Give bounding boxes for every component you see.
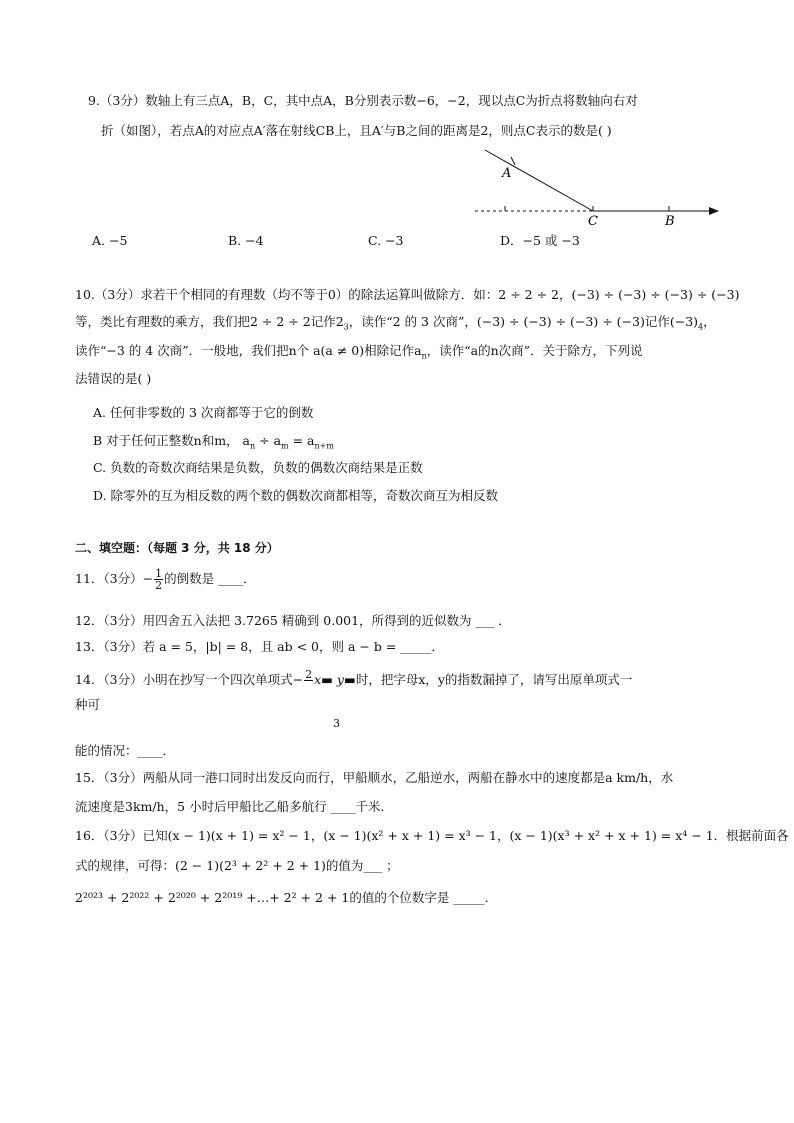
q14-line1: 14．（3分）小明在抄写一个四次单项式− 2 x▬ y▬时，把字母x，y的指数漏掉了，请写出原单项式一: [75, 667, 632, 693]
q10-option-d: D. 除零外的互为相反数的两个数的偶数次商都相等，奇数次商互为相反数: [93, 488, 499, 503]
q9-option-c: C. −3: [368, 233, 404, 248]
q10-line2: 等，类比有理数的乘方，我们把2 ÷ 2 ÷ 2记作$2_3$，读作“2 的 3 次商”，(−3) ÷ (−3) ÷ (−3) ÷ (−3)记作$(-3)_4$，: [75, 314, 716, 332]
q10-line4: 法错误的是( ): [75, 371, 152, 386]
arrow-head-icon: [709, 207, 719, 215]
tick-a: [511, 157, 515, 165]
q9-option-a: A. −5: [92, 233, 128, 248]
q12: 12．（3分）用四舍五入法把 3.7265 精确到 0.001，所得到的近似数为 ___ ．: [75, 613, 511, 628]
q10-option-c: C. 负数的奇数次商结果是负数，负数的偶数次商结果是正数: [93, 460, 423, 475]
fraction-one-half: $\frac{1}{2}$: [155, 567, 163, 592]
q10-line1: 10.（3分）求若干个相同的有理数（均不等于0）的除法运算叫做除方．如：2 ÷ 2 ÷ 2，(−3) ÷ (−3) ÷ (−3) ÷ (−3): [75, 287, 740, 302]
q9-line2: 折（如图），若点A的对应点A′落在射线CB上，且A′与B之间的距离是2，则点C表示的数是( ): [101, 123, 612, 138]
q15-line1: 15．（3分）两船从同一港口同时出发反向而行，甲船顺水，乙船逆水，两船在静水中的速度都是a km/h，水: [75, 770, 674, 785]
fraction-two-thirds: 2: [305, 668, 313, 681]
section-title: 二、填空题：（每题 3 分，共 18 分）: [75, 541, 279, 555]
label-b: B: [665, 214, 675, 229]
q14-line2: 种可: [75, 697, 101, 712]
q16-line3: 2²⁰²³ + 2²⁰²² + 2²⁰²⁰ + 2²⁰¹⁹ +…+ 2² + 2 + 1的值的个位数字是 _____．: [75, 890, 498, 905]
q11: 11．（3分）− $\frac{1}{2}$ 的倒数是 ____．: [75, 567, 256, 592]
q14-line3: 能的情况：____．: [75, 743, 176, 758]
q9-option-b: B. −4: [228, 233, 264, 248]
q10-line3: 读作“−3 的 4 次商”．一般地，我们把n个 a(a ≠ 0)相除记作$a_n$，读作“a的n次商”．关于除方，下列说: [75, 343, 643, 361]
label-a: A: [502, 166, 512, 181]
number-line-figure: [470, 145, 730, 230]
q10-option-a: A. 任何非零数的 3 次商都等于它的倒数: [93, 405, 314, 420]
q14-denominator: 3: [333, 717, 340, 730]
q9-line1: 9.（3分）数轴上有三点A，B，C，其中点A，B分别表示数−6，−2，现以点C为折点将数轴向右对: [88, 93, 638, 108]
q9-option-d: D．−5 或 −3: [500, 233, 580, 248]
q10-option-b: B 对于任何正整数n和m， $a_n \div a_m = a_{n+m}$: [93, 433, 334, 451]
q16-line1: 16．（3分）已知(x − 1)(x + 1) = x² − 1，(x − 1)(x² + x + 1) = x³ − 1，(x − 1)(x³ + x² + x + 1) = x⁴ − 1．根据前面各: [75, 828, 789, 843]
q13: 13．（3分）若 a = 5，|b| = 8，且 ab < 0，则 a − b = _____．: [75, 639, 445, 654]
q16-line2: 式的规律，可得：(2 − 1)(2³ + 2² + 2 + 1)的值为___ ；: [75, 858, 399, 873]
label-c: C: [588, 214, 598, 229]
q15-line2: 流速度是3km/h，5 小时后甲船比乙船多航行 ____千米．: [75, 799, 394, 814]
